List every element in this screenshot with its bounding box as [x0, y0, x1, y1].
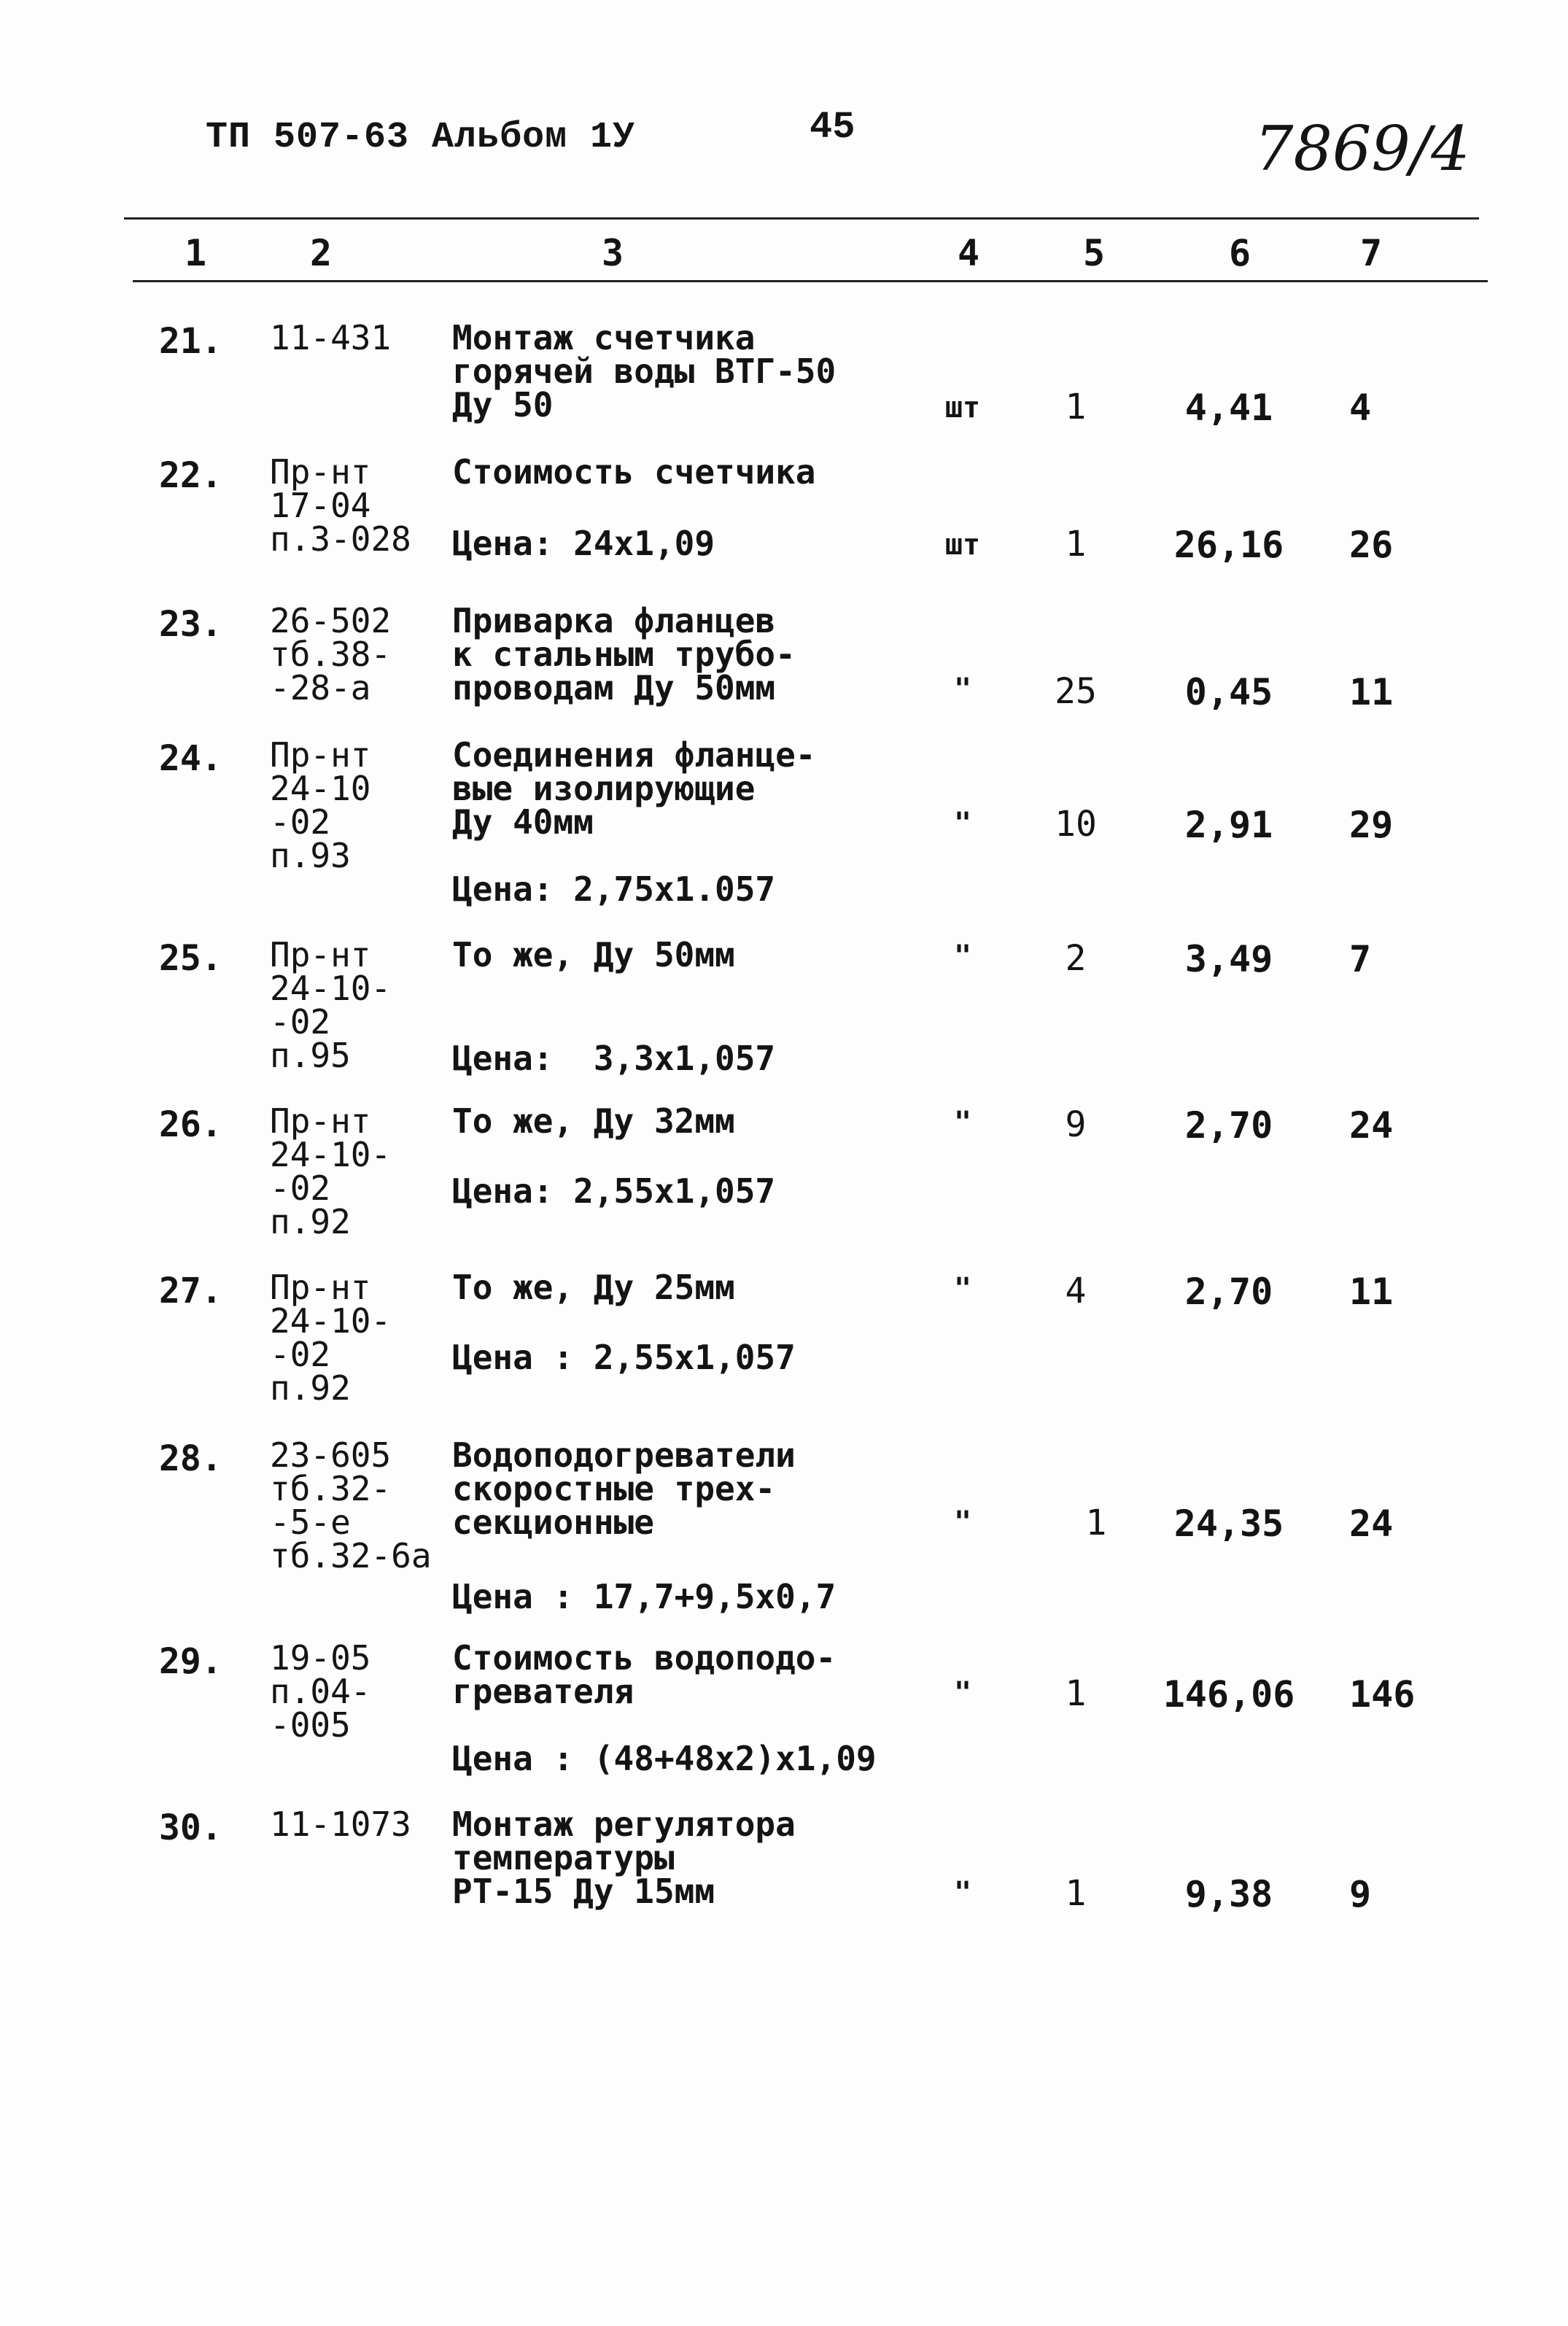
row-unit: шт	[944, 391, 981, 425]
row-total: 29	[1349, 804, 1394, 846]
row-number: 25.	[159, 938, 222, 979]
row-number: 30.	[159, 1807, 222, 1848]
row-unit-cost: 0,45	[1184, 671, 1273, 713]
row-quantity: 1	[1065, 524, 1087, 565]
column-header-2: 2	[309, 232, 333, 274]
column-header-1: 1	[184, 232, 207, 274]
row-unit-cost: 2,91	[1184, 804, 1273, 846]
row-quantity: 4	[1065, 1271, 1087, 1311]
row-description: То же, Ду 25мм	[452, 1268, 735, 1307]
row-unit: "	[953, 1272, 972, 1306]
row-quantity: 25	[1055, 671, 1097, 712]
row-unit: "	[953, 1676, 972, 1710]
row-description: Монтаж регулятора температуры РТ-15 Ду 15мм	[452, 1804, 796, 1911]
row-code: 26-502 тб.38- -28-а	[270, 601, 392, 708]
row-number: 24.	[159, 738, 222, 779]
row-unit: "	[953, 1106, 972, 1139]
row-number: 27.	[159, 1271, 222, 1311]
row-description: То же, Ду 32мм	[452, 1101, 735, 1141]
row-number: 28.	[159, 1438, 222, 1479]
row-description: Водоподогреватели скоростные трех- секционные	[452, 1435, 796, 1542]
row-code: 11-1073	[270, 1804, 411, 1844]
row-total: 7	[1349, 938, 1372, 980]
row-unit: "	[953, 1505, 972, 1539]
row-description: То же, Ду 50мм	[452, 935, 735, 974]
row-quantity: 1	[1065, 1873, 1087, 1914]
row-number: 26.	[159, 1104, 222, 1145]
row-quantity: 1	[1065, 387, 1087, 427]
row-unit-cost: 146,06	[1163, 1673, 1295, 1716]
album-title: ТП 507-63 Альбом 1У	[206, 117, 636, 158]
row-price-formula: Цена: 2,75х1.057	[452, 869, 776, 909]
row-unit: "	[953, 1876, 972, 1910]
row-total: 11	[1349, 671, 1394, 713]
row-total: 146	[1349, 1673, 1416, 1716]
row-number: 22.	[159, 455, 222, 496]
row-unit: "	[953, 807, 972, 840]
row-code: Пр-нт 24-10- -02 п.92	[270, 1268, 392, 1408]
row-price-formula: Цена: 2,55х1,057	[452, 1171, 776, 1211]
row-code: Пр-нт 17-04 п.3-028	[270, 452, 411, 559]
row-number: 29.	[159, 1641, 222, 1682]
row-total: 26	[1349, 524, 1394, 566]
row-price-formula: Цена : 2,55х1,057	[452, 1338, 796, 1377]
row-quantity: 10	[1055, 804, 1097, 845]
row-unit: "	[953, 672, 972, 706]
row-unit: шт	[944, 528, 981, 562]
column-header-4: 4	[957, 232, 980, 274]
header-top-rule	[124, 217, 1479, 220]
row-unit-cost: 2,70	[1184, 1104, 1273, 1147]
row-quantity: 1	[1065, 1673, 1087, 1714]
column-header-6: 6	[1228, 232, 1251, 274]
row-code: Пр-нт 24-10 -02 п.93	[270, 735, 371, 875]
row-quantity: 2	[1065, 938, 1087, 979]
row-total: 24	[1349, 1503, 1394, 1545]
row-code: 23-605 тб.32- -5-е тб.32-6а	[270, 1435, 432, 1575]
row-price-formula: Цена : 17,7+9,5х0,7	[452, 1577, 837, 1616]
row-total: 11	[1349, 1271, 1394, 1313]
row-quantity: 1	[1085, 1503, 1107, 1543]
column-header-3: 3	[601, 232, 624, 274]
row-total: 4	[1349, 387, 1372, 429]
header-bottom-rule	[133, 280, 1488, 282]
row-description: Стоимость водоподо- гревателя	[452, 1638, 837, 1711]
row-price-formula: Цена: 24х1,09	[452, 524, 715, 563]
row-unit-cost: 24,35	[1173, 1503, 1284, 1545]
document-number: 7869/4	[1254, 113, 1470, 185]
row-unit-cost: 4,41	[1184, 387, 1273, 429]
row-price-formula: Цена : (48+48х2)х1,09	[452, 1739, 877, 1778]
page-number: 45	[810, 106, 855, 149]
row-description: Монтаж счетчика горячей воды ВТГ-50 Ду 50	[452, 318, 837, 425]
row-code: Пр-нт 24-10- -02 п.95	[270, 935, 392, 1075]
row-total: 24	[1349, 1104, 1394, 1147]
column-header-7: 7	[1359, 232, 1383, 274]
row-code: 11-431	[270, 318, 392, 357]
row-unit-cost: 9,38	[1184, 1873, 1273, 1915]
row-description: Приварка фланцев к стальным трубо- проводам Ду 50мм	[452, 601, 796, 708]
row-quantity: 9	[1065, 1104, 1087, 1145]
row-unit-cost: 3,49	[1184, 938, 1273, 980]
row-code: 19-05 п.04- -005	[270, 1638, 371, 1745]
row-number: 23.	[159, 604, 222, 645]
row-unit: "	[953, 939, 972, 973]
row-number: 21.	[159, 321, 222, 362]
row-description: Стоимость счетчика	[452, 452, 816, 492]
column-header-5: 5	[1082, 232, 1106, 274]
row-price-formula: Цена: 3,3х1,057	[452, 1039, 776, 1078]
row-unit-cost: 26,16	[1173, 524, 1284, 566]
row-unit-cost: 2,70	[1184, 1271, 1273, 1313]
row-description: Соединения фланце- вые изолирующие Ду 40мм	[452, 735, 816, 842]
row-code: Пр-нт 24-10- -02 п.92	[270, 1101, 392, 1241]
row-total: 9	[1349, 1873, 1372, 1915]
